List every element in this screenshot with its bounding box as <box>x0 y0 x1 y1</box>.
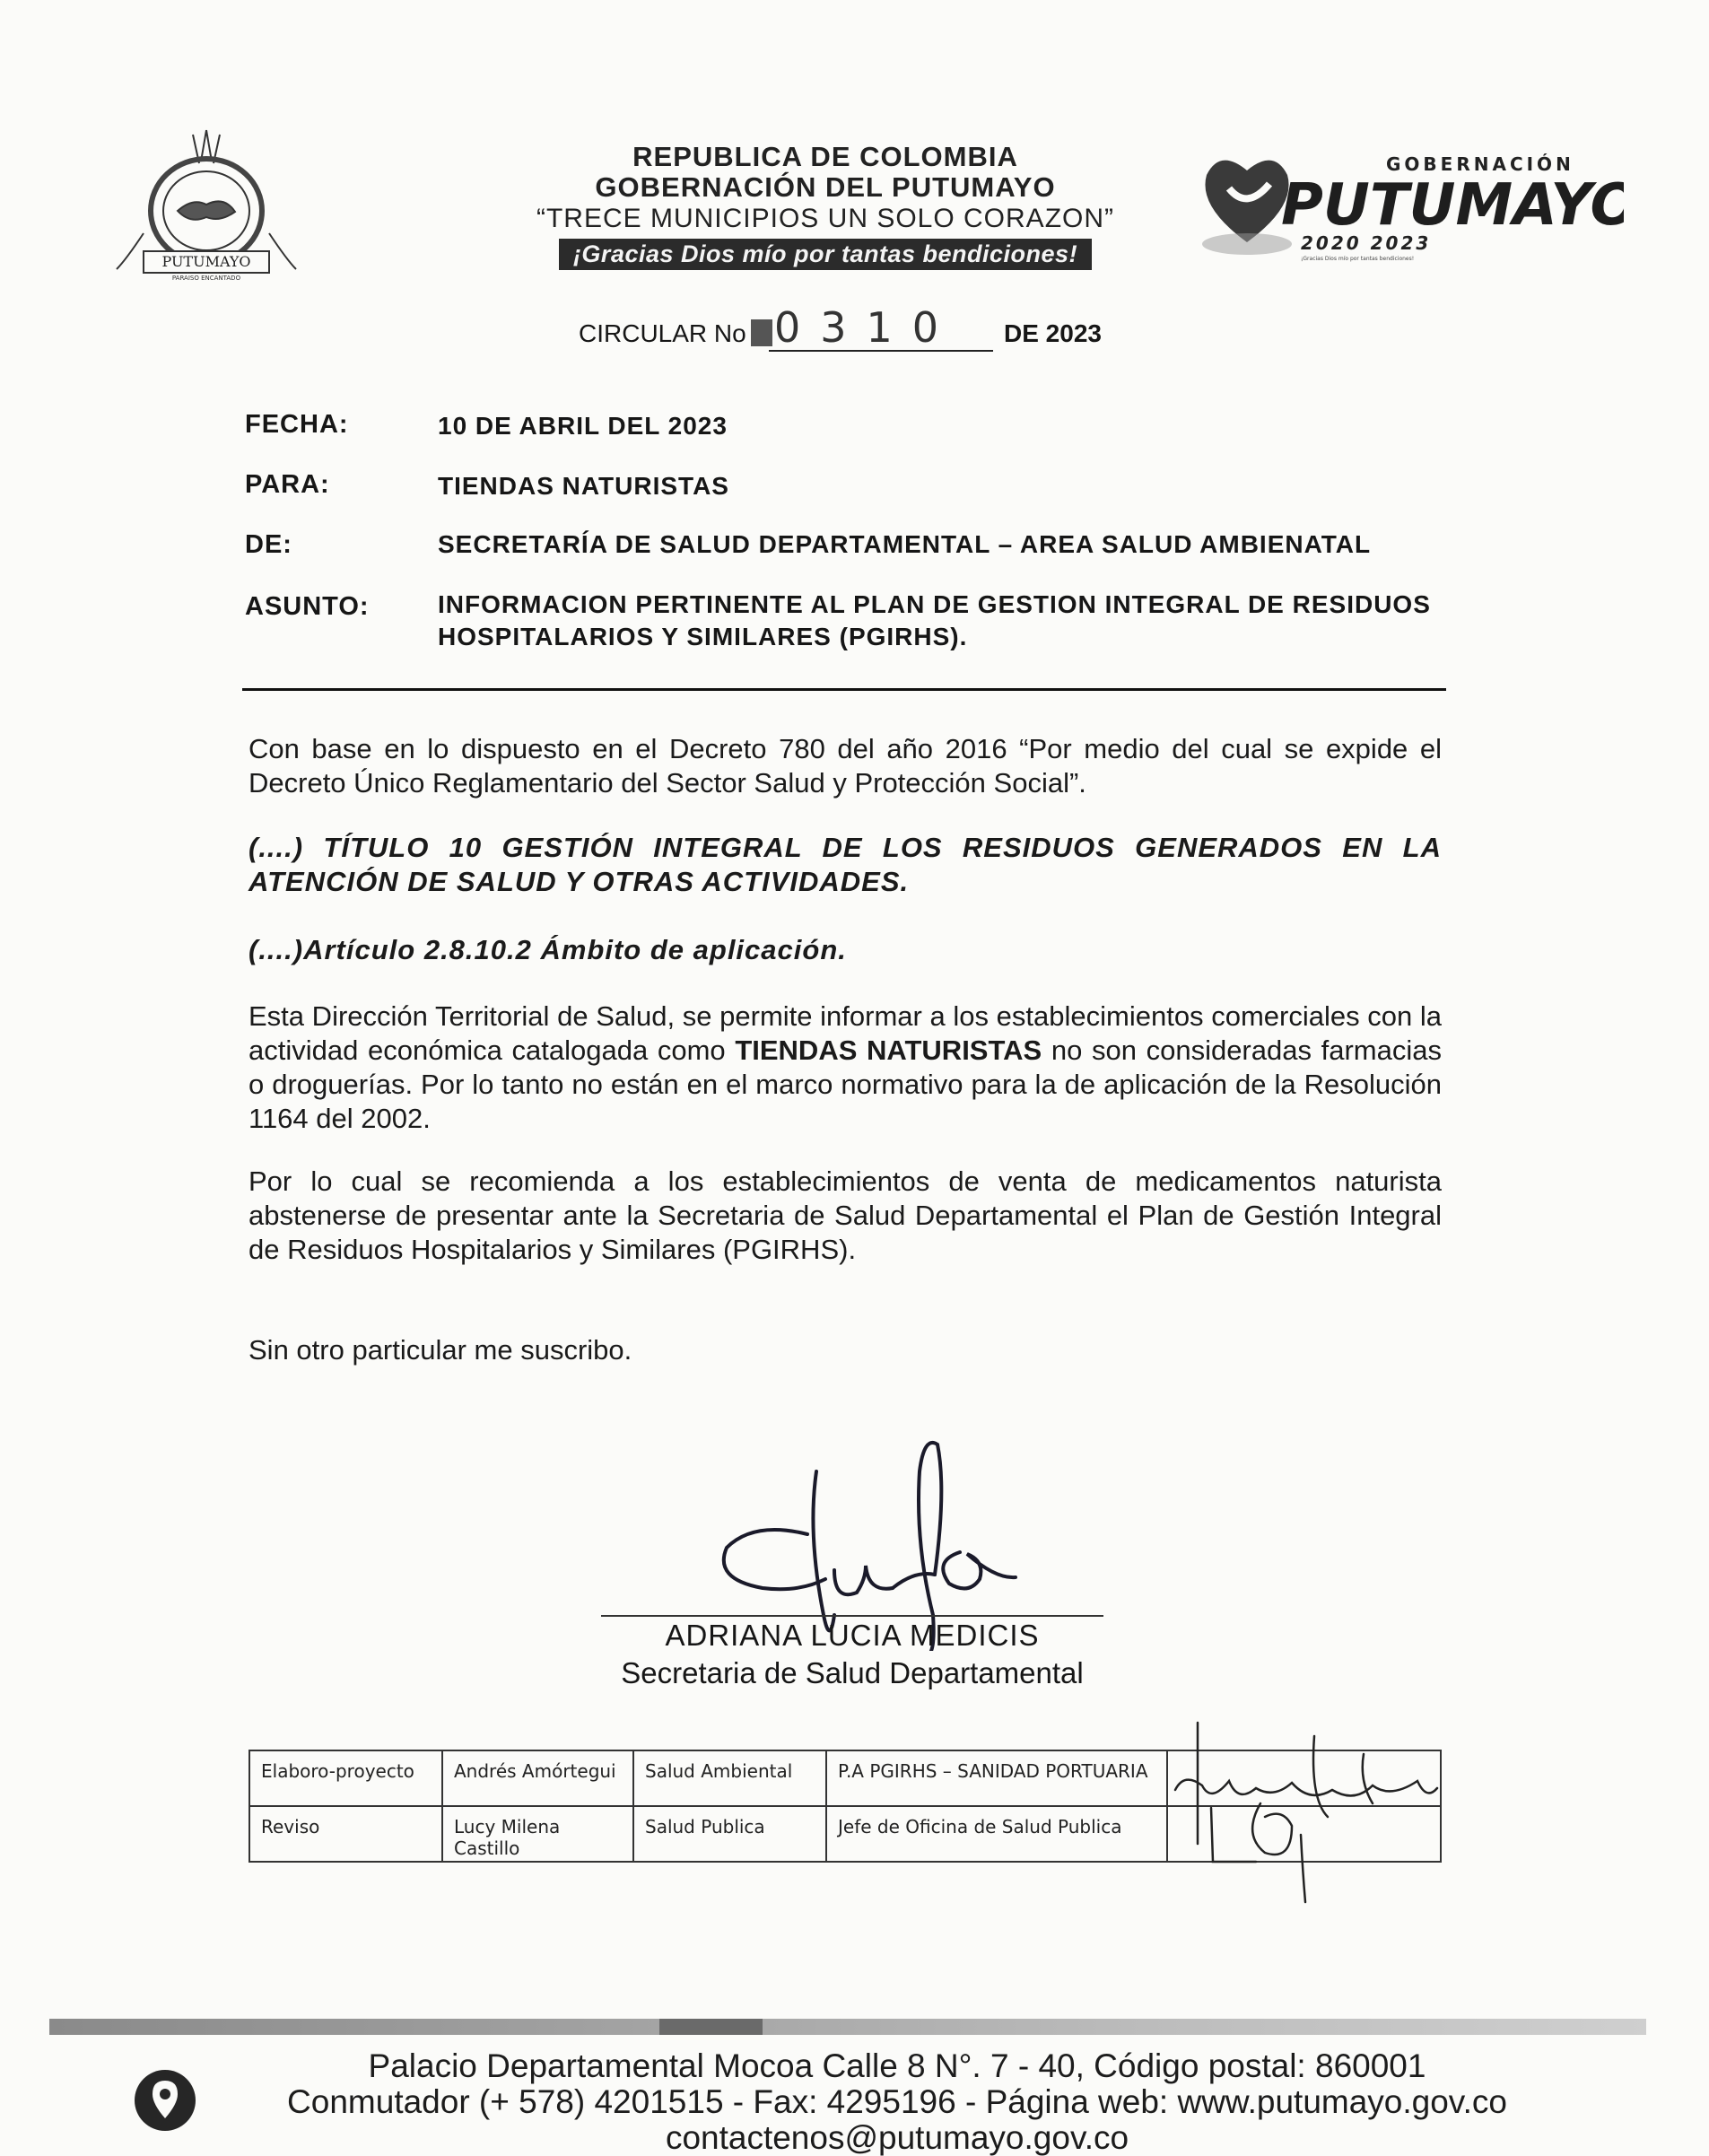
paragraph-information-bold: TIENDAS NATURISTAS <box>735 1034 1042 1066</box>
table-cell: Lucy Milena Castillo <box>442 1806 633 1862</box>
field-value-de: SECRETARÍA DE SALUD DEPARTAMENTAL – AREA SALUD AMBIENATAL <box>438 530 1372 558</box>
signatory-name: ADRIANA LUCIA MEDICIS <box>665 1619 1040 1652</box>
header-divider <box>242 688 1446 691</box>
header-country: REPUBLICA DE COLOMBIA <box>632 141 1018 172</box>
table-cell: Salud Publica <box>633 1806 826 1862</box>
reviewer-initials <box>1157 1718 1453 1907</box>
paragraph-decree: Con base en lo dispuesto en el Decreto 780 del año 2016 “Por medio del cual se expide el Decreto Único Reglamentario del Sector Salud y Protección Social”. <box>249 733 1442 799</box>
field-value-fecha: 10 DE ABRIL DEL 2023 <box>438 412 728 440</box>
field-label-fecha: FECHA: <box>245 410 349 439</box>
location-pin-icon <box>133 2068 197 2133</box>
footer-phones: Conmutador (+ 578) 4201515 - Fax: 4295196 - Página web: www.putumayo.gov.co <box>287 2083 1507 2120</box>
logo-top-text: GOBERNACIÓN <box>1386 153 1574 175</box>
gobernacion-putumayo-logo <box>1193 144 1624 265</box>
paragraph-information-a: Esta Dirección Territorial de Salud, se permite informar a los establecimientos comerciales con la actividad económica catalogada como <box>249 1000 1442 1066</box>
field-value-asunto: INFORMACION PERTINENTE AL PLAN DE GESTION INTEGRAL DE RESIDUOS HOSPITALARIOS Y SIMILARES (PGIRHS). <box>438 590 1431 650</box>
header-government: GOBERNACIÓN DEL PUTUMAYO <box>595 171 1056 203</box>
header-slogan: “TRECE MUNICIPIOS UN SOLO CORAZON” <box>536 204 1115 233</box>
footer-email: contactenos@putumayo.gov.co <box>665 2119 1129 2156</box>
table-cell: Andrés Amórtegui <box>442 1750 633 1806</box>
footer-address: Palacio Departamental Mocoa Calle 8 N°. 7 - 40, Código postal: 860001 <box>368 2047 1426 2084</box>
table-cell: Jefe de Oficina de Salud Publica <box>826 1806 1167 1862</box>
footer-contact <box>215 2048 1579 2156</box>
paragraph-information-b: no son consideradas farmacias o droguerías. Por lo tanto no están en el marco normativo para la de aplicación de la Resolución 1164 del 2002. <box>249 1034 1442 1134</box>
circular-number-line <box>769 350 993 352</box>
putumayo-seal-logo <box>108 126 305 287</box>
stamp-box <box>751 319 772 346</box>
field-label-de: DE: <box>245 530 292 559</box>
signature-line <box>601 1615 1103 1617</box>
footer-bar-accent <box>659 2019 763 2035</box>
logo-years: 2020 2023 <box>1301 232 1432 254</box>
field-label-para: PARA: <box>245 470 330 499</box>
table-cell: P.A PGIRHS – SANIDAD PORTUARIA <box>826 1750 1167 1806</box>
header-banner: ¡Gracias Dios mío por tantas bendiciones! <box>559 239 1092 270</box>
paragraph-recommendation: Por lo cual se recomienda a los establecimientos de venta de medicamentos naturista abstenerse de presentar ante la Secretaria de Salud Departamental el Plan de Gestión Integral de Residuos Hospitalarios y Similares (PGIRHS). <box>249 1165 1442 1265</box>
field-value-para: TIENDAS NATURISTAS <box>438 472 729 500</box>
paragraph-information <box>249 999 1442 1136</box>
table-cell: Salud Ambiental <box>633 1750 826 1806</box>
paragraph-title-10: (....) TÍTULO 10 GESTIÓN INTEGRAL DE LOS RESIDUOS GENERADOS EN LA ATENCIÓN DE SALUD Y OTRAS ACTIVIDADES. <box>249 832 1442 897</box>
circular-year: DE 2023 <box>1004 319 1102 347</box>
logo-tagline: ¡Gracias Dios mío por tantas bendiciones! <box>1301 256 1415 262</box>
circular-number <box>579 303 1153 357</box>
seal-name: PUTUMAYO <box>161 253 251 270</box>
footer-bar <box>49 2019 1646 2035</box>
closing-line: Sin otro particular me suscribo. <box>249 1334 632 1366</box>
signatory-role: Secretaria de Salud Departamental <box>621 1656 1084 1689</box>
table-cell: Elaboro-proyecto <box>249 1750 442 1806</box>
table-cell: Reviso <box>249 1806 442 1862</box>
letterhead <box>466 142 1184 270</box>
paragraph-article: (....)Artículo 2.8.10.2 Ámbito de aplicación. <box>249 934 847 965</box>
circular-handwritten-number: 0310 <box>774 303 959 352</box>
seal-subtext: PARAISO ENCANTADO <box>171 275 241 282</box>
field-label-asunto: ASUNTO: <box>245 592 370 621</box>
circular-label: CIRCULAR No <box>579 319 746 347</box>
logo-name: PUTUMAYO <box>1281 172 1624 239</box>
